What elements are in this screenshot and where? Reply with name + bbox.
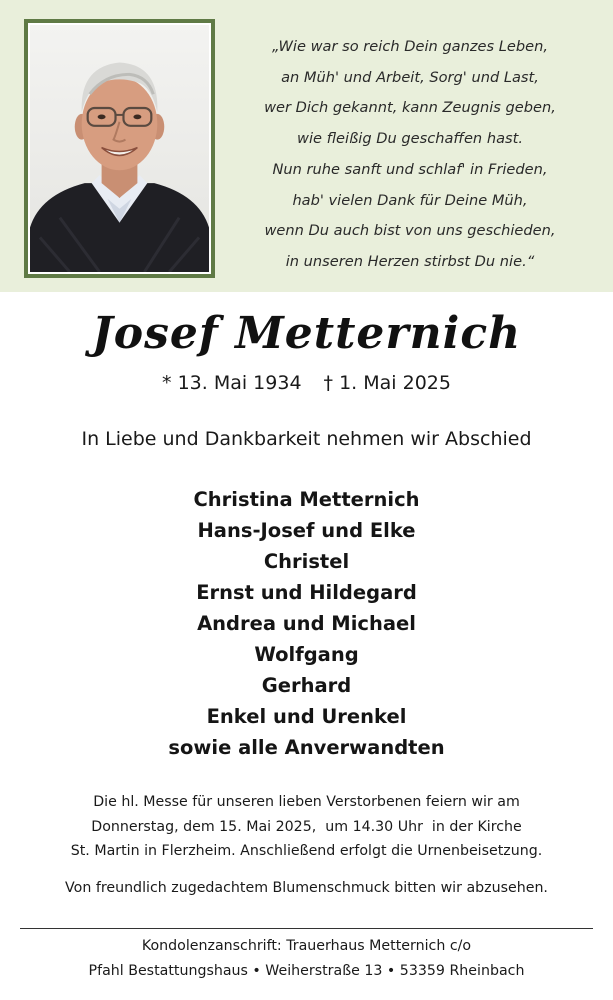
portrait-photo: [30, 25, 209, 272]
portrait-illustration: [30, 25, 209, 272]
death-date: † 1. Mai 2025: [323, 372, 451, 394]
poem-line: wie fleißig Du geschaffen hast.: [297, 130, 523, 148]
mass-line: St. Martin in Flerzheim. Anschließend erfolgt die Urnenbeisetzung.: [70, 843, 543, 859]
flowers-note: Von freundlich zugedachtem Blumenschmuck bitten wir abzusehen.: [65, 880, 548, 896]
farewell-line: In Liebe und Dankbarkeit nehmen wir Abschied: [81, 428, 532, 450]
poem-line: wenn Du auch bist von uns geschieden,: [264, 222, 556, 240]
mourner-name: Andrea und Michael: [197, 612, 416, 635]
deceased-name: Josef Metternich: [91, 308, 522, 359]
poem-line: Nun ruhe sanft und schlaf' in Frieden,: [272, 160, 548, 178]
mourner-name: Gerhard: [261, 674, 352, 697]
mass-line: Donnerstag, dem 15. Mai 2025, um 14.30 Uhr in der Kirche: [91, 818, 522, 835]
poem-line: wer Dich gekannt, kann Zeugnis geben,: [264, 99, 556, 117]
mourner-name: Ernst und Hildegard: [196, 581, 417, 604]
mass-line: Die hl. Messe für unseren lieben Verstorbenen feiern wir am: [93, 794, 520, 810]
header-panel: [0, 0, 613, 292]
poem-line: „Wie war so reich Dein ganzes Leben,: [272, 38, 548, 55]
condolence-address: [0, 934, 613, 984]
mourner-name: Christina Metternich: [193, 488, 420, 511]
mass-announcement: [0, 790, 613, 864]
divider-line: [20, 928, 593, 929]
mourner-name: Wolfgang: [254, 643, 359, 666]
mourner-name: sowie alle Anverwandten: [168, 736, 445, 759]
portrait-frame: [24, 19, 215, 278]
mourners-list: [0, 484, 613, 763]
poem-line: hab' vielen Dank für Deine Müh,: [292, 191, 528, 209]
address-line: Pfahl Bestattungshaus • Weiherstraße 13 • 53359 Rheinbach: [88, 963, 525, 979]
mourner-name: Enkel und Urenkel: [206, 705, 407, 728]
mourner-name: Christel: [263, 550, 350, 573]
birth-date: * 13. Mai 1934: [162, 372, 302, 394]
address-line: Kondolenzanschrift: Trauerhaus Metternich c/o: [141, 938, 472, 954]
poem-line: an Müh' und Arbeit, Sorg' und Last,: [281, 68, 539, 86]
poem-line: in unseren Herzen stirbst Du nie.“: [285, 252, 535, 270]
mourner-name: Hans-Josef und Elke: [197, 519, 416, 542]
life-dates: [0, 372, 613, 394]
memorial-poem: [240, 32, 580, 278]
